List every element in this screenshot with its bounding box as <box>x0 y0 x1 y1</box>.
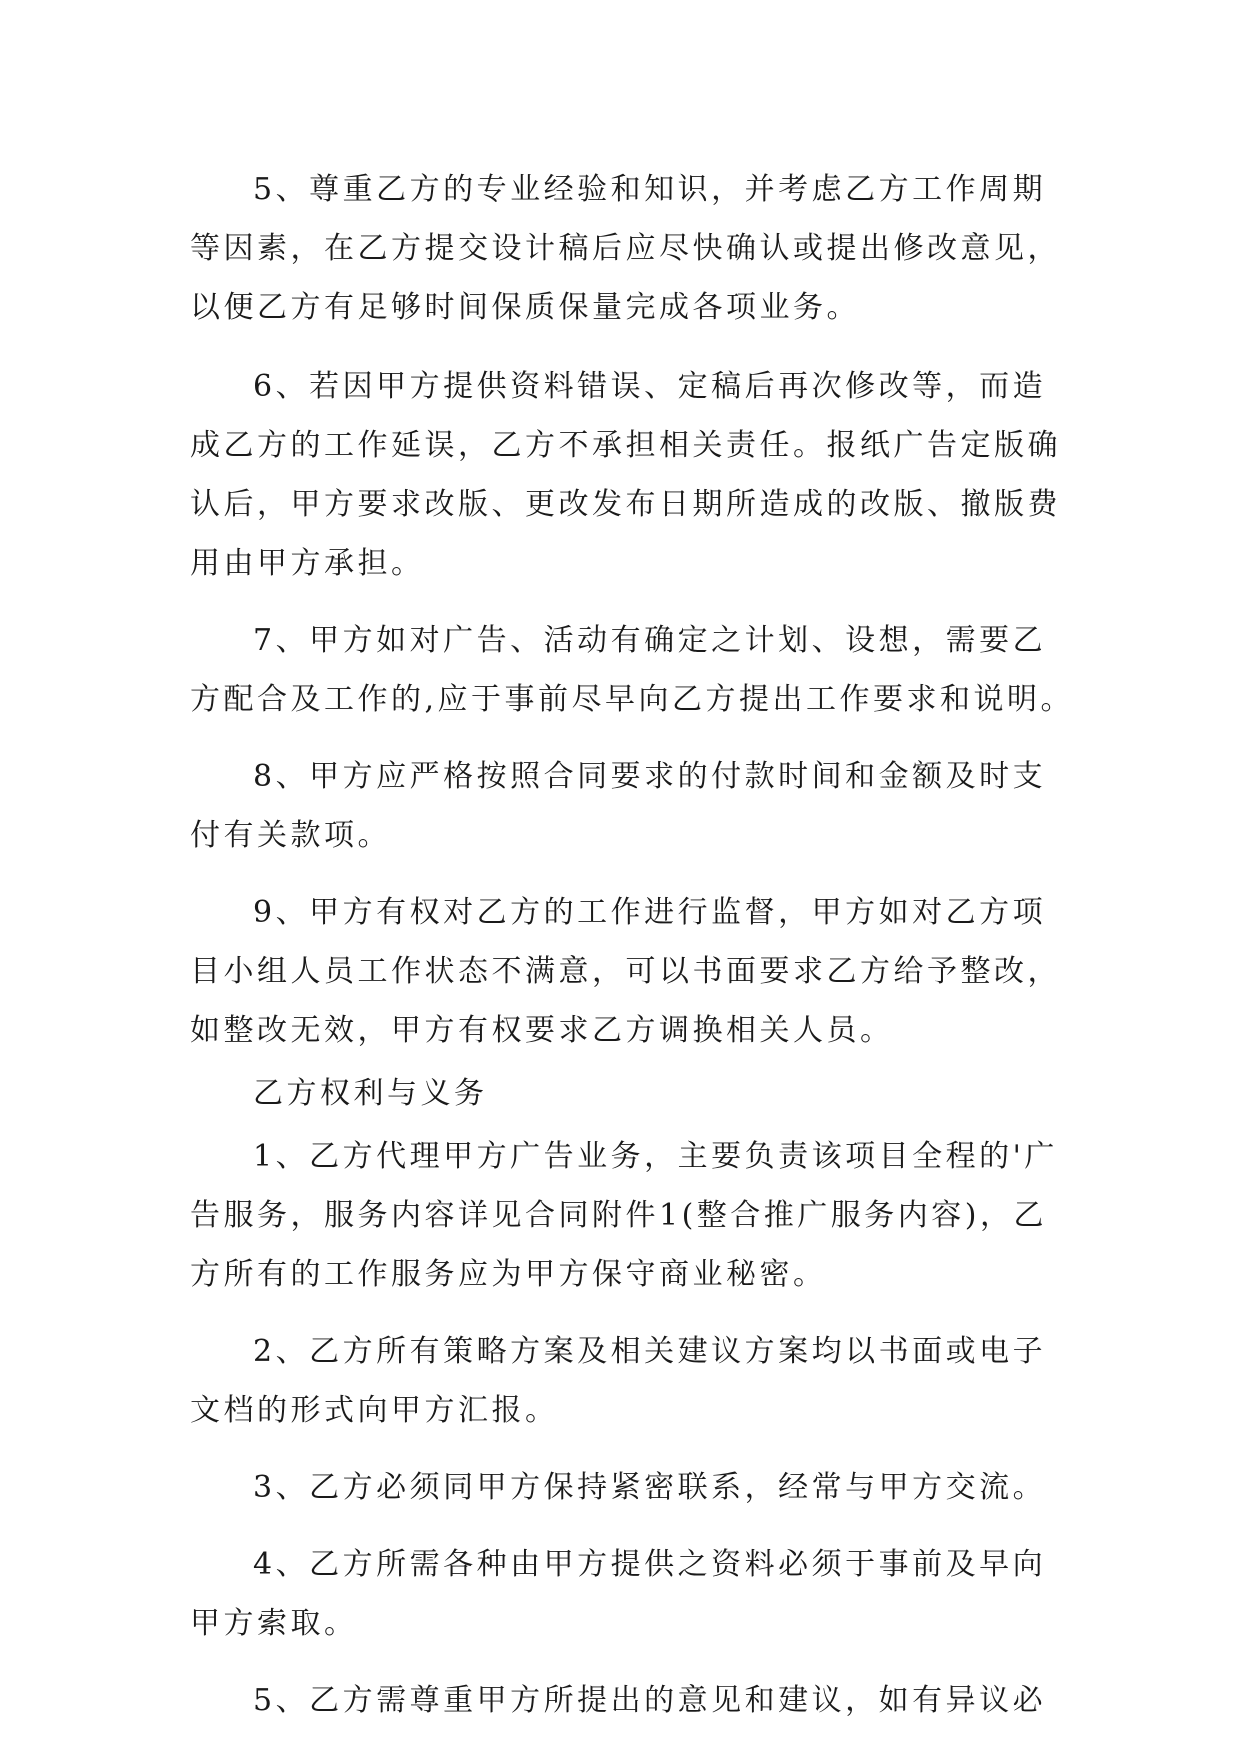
text-line: 告服务，服务内容详见合同附件1(整合推广服务内容)，乙 <box>190 1198 1047 1233</box>
text-line: 如整改无效，甲方有权要求乙方调换相关人员。 <box>190 1013 894 1048</box>
text-line: 4、乙方所需各种由甲方提供之资料必须于事前及早向 <box>253 1547 1047 1582</box>
text-line: 目小组人员工作状态不满意，可以书面要求乙方给予整改， <box>190 954 1061 989</box>
text-line: 3、乙方必须同甲方保持紧密联系，经常与甲方交流。 <box>253 1470 1047 1505</box>
text-line: 5、乙方需尊重甲方所提出的意见和建议，如有异议必 <box>253 1683 1047 1718</box>
text-line: 等因素，在乙方提交设计稿后应尽快确认或提出修改意见， <box>190 231 1061 266</box>
paragraph-party-a-item-5 <box>190 160 1061 337</box>
paragraph-party-a-item-9 <box>190 883 1061 1060</box>
text-line: 5、尊重乙方的专业经验和知识，并考虑乙方工作周期 <box>253 172 1047 207</box>
text-line: 用由甲方承担。 <box>190 546 425 581</box>
text-line: 成乙方的工作延误，乙方不承担相关责任。报纸广告定版确 <box>190 428 1061 463</box>
text-line: 9、甲方有权对乙方的工作进行监督，甲方如对乙方项 <box>253 895 1047 930</box>
text-line: 6、若因甲方提供资料错误、定稿后再次修改等，而造 <box>253 369 1047 404</box>
text-line: 文档的形式向甲方汇报。 <box>190 1393 559 1428</box>
text-line: 以便乙方有足够时间保质保量完成各项业务。 <box>190 290 860 325</box>
paragraph-party-b-item-4 <box>190 1535 1052 1653</box>
section-heading-party-b <box>190 1064 1052 1123</box>
paragraph-party-b-item-3 <box>190 1458 1052 1517</box>
paragraph-party-a-item-6 <box>190 357 1061 593</box>
text-line: 方所有的工作服务应为甲方保守商业秘密。 <box>190 1257 827 1292</box>
text-line: 7、甲方如对广告、活动有确定之计划、设想，需要乙 <box>253 623 1047 658</box>
section-heading: 乙方权利与义务 <box>253 1076 488 1111</box>
text-line: 甲方索取。 <box>190 1606 358 1641</box>
text-line: 8、甲方应严格按照合同要求的付款时间和金额及时支 <box>253 759 1047 794</box>
text-line: 1、乙方代理甲方广告业务，主要负责该项目全程的'广 <box>253 1139 1058 1174</box>
document-body <box>190 160 1075 1730</box>
text-line: 方配合及工作的,应于事前尽早向乙方提出工作要求和说明。 <box>190 682 1075 717</box>
text-line: 付有关款项。 <box>190 818 391 853</box>
text-line: 2、乙方所有策略方案及相关建议方案均以书面或电子 <box>253 1334 1047 1369</box>
paragraph-party-a-item-8 <box>190 747 1052 865</box>
paragraph-party-b-item-1 <box>190 1127 1058 1304</box>
paragraph-party-b-item-5 <box>190 1671 1052 1730</box>
text-line: 认后，甲方要求改版、更改发布日期所造成的改版、撤版费 <box>190 487 1061 522</box>
paragraph-party-a-item-7 <box>190 611 1075 729</box>
paragraph-party-b-item-2 <box>190 1322 1052 1440</box>
